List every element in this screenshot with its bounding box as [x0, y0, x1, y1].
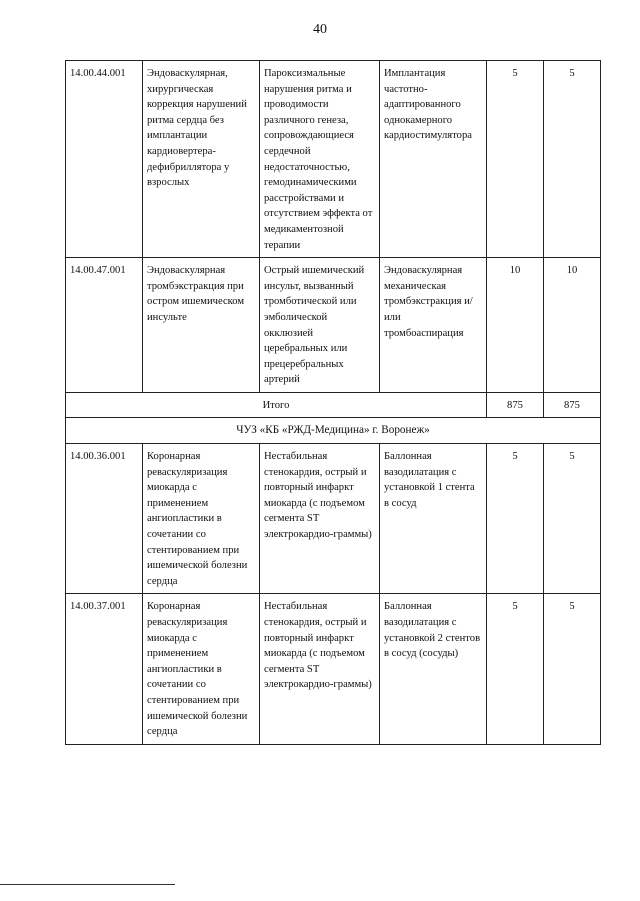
service-code: 14.00.44.001: [66, 61, 143, 258]
total-label: Итого: [66, 392, 487, 418]
treatment-method: Баллонная вазодилатация с установкой 1 стента в сосуд: [380, 444, 487, 594]
volume-value: 5: [544, 444, 601, 594]
service-code: 14.00.36.001: [66, 444, 143, 594]
service-name: Коронарная реваскуляризация миокарда с применением ангиопластики в сочетании со стентированием при ишемической болезни сердца: [143, 444, 260, 594]
volume-value: 5: [487, 61, 544, 258]
section-title: ЧУЗ «КБ «РЖД-Медицина» г. Воронеж»: [66, 418, 601, 444]
volume-value: 10: [544, 258, 601, 393]
service-name: Эндоваскулярная, хирургическая коррекция нарушений ритма сердца без имплантации кардиовертера-дефибриллятора у взрослых: [143, 61, 260, 258]
table-row: [66, 594, 601, 744]
volume-value: 10: [487, 258, 544, 393]
table-row: [66, 444, 601, 594]
volume-value: 5: [487, 444, 544, 594]
volume-value: 5: [544, 594, 601, 744]
service-name: Эндоваскулярная тромбэкстракция при остром ишемическом инсульте: [143, 258, 260, 393]
diagnosis: Нестабильная стенокардия, острый и повторный инфаркт миокарда (с подъемом сегмента ST электрокардио-граммы): [260, 444, 380, 594]
service-code: 14.00.37.001: [66, 594, 143, 744]
volume-value: 5: [544, 61, 601, 258]
treatment-method: Эндоваскулярная механическая тромбэкстракция и/или тромбоаспирация: [380, 258, 487, 393]
treatment-method: Баллонная вазодилатация с установкой 2 стентов в сосуд (сосуды): [380, 594, 487, 744]
total-value: 875: [487, 392, 544, 418]
footer-divider: [0, 884, 175, 885]
diagnosis: Пароксизмальные нарушения ритма и проводимости различного генеза, сопровождающиеся сердечной недостаточностью, гемодинамическими расстройствами и отсутствием эффекта от медикаментозной терапии: [260, 61, 380, 258]
table-row: [66, 61, 601, 258]
diagnosis: Острый ишемический инсульт, вызванный тромботической или эмболической окклюзией церебральных или прецеребральных артерий: [260, 258, 380, 393]
table-row: [66, 258, 601, 393]
section-header-row: [66, 418, 601, 444]
treatment-method: Имплантация частотно-адаптированного однокамерного кардиостимулятора: [380, 61, 487, 258]
diagnosis: Нестабильная стенокардия, острый и повторный инфаркт миокарда (с подъемом сегмента ST электрокардио-граммы): [260, 594, 380, 744]
page-number: 40: [313, 22, 327, 37]
service-name: Коронарная реваскуляризация миокарда с применением ангиопластики в сочетании со стентированием при ишемической болезни сердца: [143, 594, 260, 744]
total-row: [66, 392, 601, 418]
volume-value: 5: [487, 594, 544, 744]
total-value: 875: [544, 392, 601, 418]
service-code: 14.00.47.001: [66, 258, 143, 393]
medical-services-table: [65, 60, 601, 745]
